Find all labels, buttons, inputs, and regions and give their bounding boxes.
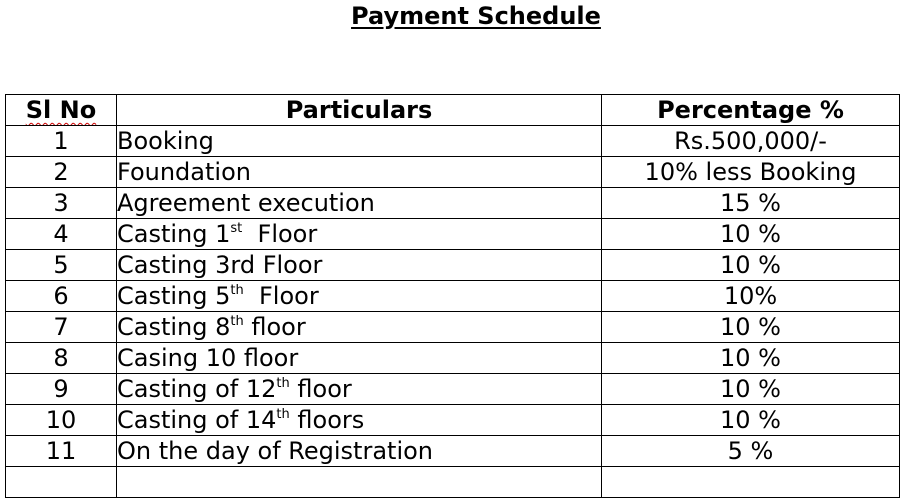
cell-particulars	[117, 281, 602, 312]
cell-particulars	[117, 467, 602, 498]
schedule-body	[6, 126, 900, 498]
cell-sl-no: 7	[6, 312, 117, 343]
ordinal-suffix: st	[230, 221, 243, 236]
page-title: Payment Schedule	[351, 2, 601, 30]
cell-sl-no: 11	[6, 436, 117, 467]
table-row	[6, 250, 900, 281]
table-row	[6, 126, 900, 157]
cell-percentage	[602, 467, 900, 498]
cell-percentage: Rs.500,000/-	[602, 126, 900, 157]
cell-particulars	[117, 374, 602, 405]
cell-particulars	[117, 157, 602, 188]
table-row	[6, 188, 900, 219]
cell-particulars	[117, 188, 602, 219]
particulars-text-tail: Floor	[242, 220, 318, 248]
cell-sl-no: 10	[6, 405, 117, 436]
particulars-text-tail: Floor	[243, 282, 319, 310]
table-row	[6, 374, 900, 405]
cell-sl-no: 9	[6, 374, 117, 405]
particulars-text: Casing 10 floor	[117, 344, 299, 372]
cell-sl-no: 2	[6, 157, 117, 188]
cell-sl-no: 8	[6, 343, 117, 374]
particulars-text-tail: floor	[289, 375, 352, 403]
cell-percentage: 10 %	[602, 312, 900, 343]
table-row	[6, 405, 900, 436]
table-row	[6, 312, 900, 343]
cell-particulars	[117, 405, 602, 436]
cell-particulars	[117, 250, 602, 281]
particulars-text: Casting 8	[117, 313, 231, 341]
particulars-text: Casting 3rd Floor	[117, 251, 323, 279]
particulars-text: Agreement execution	[117, 189, 375, 217]
table-header-row	[6, 95, 900, 126]
cell-percentage: 10 %	[602, 374, 900, 405]
table-row	[6, 281, 900, 312]
particulars-text: Casting 1	[117, 220, 231, 248]
table-row	[6, 219, 900, 250]
cell-percentage: 10 %	[602, 343, 900, 374]
payment-schedule-table	[5, 94, 900, 498]
cell-sl-no	[6, 467, 117, 498]
ordinal-suffix: th	[276, 376, 290, 391]
cell-percentage: 15 %	[602, 188, 900, 219]
header-sl-no-label: Sl No	[25, 96, 97, 124]
cell-sl-no: 5	[6, 250, 117, 281]
cell-percentage: 10 %	[602, 250, 900, 281]
cell-particulars	[117, 343, 602, 374]
cell-particulars	[117, 312, 602, 343]
cell-percentage: 10%	[602, 281, 900, 312]
cell-sl-no: 6	[6, 281, 117, 312]
header-particulars: Particulars	[117, 95, 602, 126]
cell-percentage: 5 %	[602, 436, 900, 467]
cell-particulars	[117, 219, 602, 250]
cell-sl-no: 1	[6, 126, 117, 157]
table-row	[6, 157, 900, 188]
header-sl-no	[6, 95, 117, 126]
particulars-text: Casting 5	[117, 282, 231, 310]
cell-percentage: 10 %	[602, 405, 900, 436]
particulars-text: Booking	[117, 127, 214, 155]
cell-percentage: 10 %	[602, 219, 900, 250]
particulars-text: Casting of 14	[117, 406, 277, 434]
particulars-text-tail: floors	[289, 406, 365, 434]
ordinal-suffix: th	[230, 314, 244, 329]
cell-particulars	[117, 126, 602, 157]
particulars-text: Foundation	[117, 158, 251, 186]
table-row	[6, 467, 900, 498]
cell-percentage: 10% less Booking	[602, 157, 900, 188]
table-row	[6, 436, 900, 467]
cell-sl-no: 3	[6, 188, 117, 219]
particulars-text-tail: floor	[243, 313, 306, 341]
header-percentage: Percentage %	[602, 95, 900, 126]
cell-sl-no: 4	[6, 219, 117, 250]
cell-particulars	[117, 436, 602, 467]
ordinal-suffix: th	[276, 407, 290, 422]
particulars-text: On the day of Registration	[117, 437, 434, 465]
particulars-text: Casting of 12	[117, 375, 277, 403]
table-row	[6, 343, 900, 374]
ordinal-suffix: th	[230, 283, 244, 298]
